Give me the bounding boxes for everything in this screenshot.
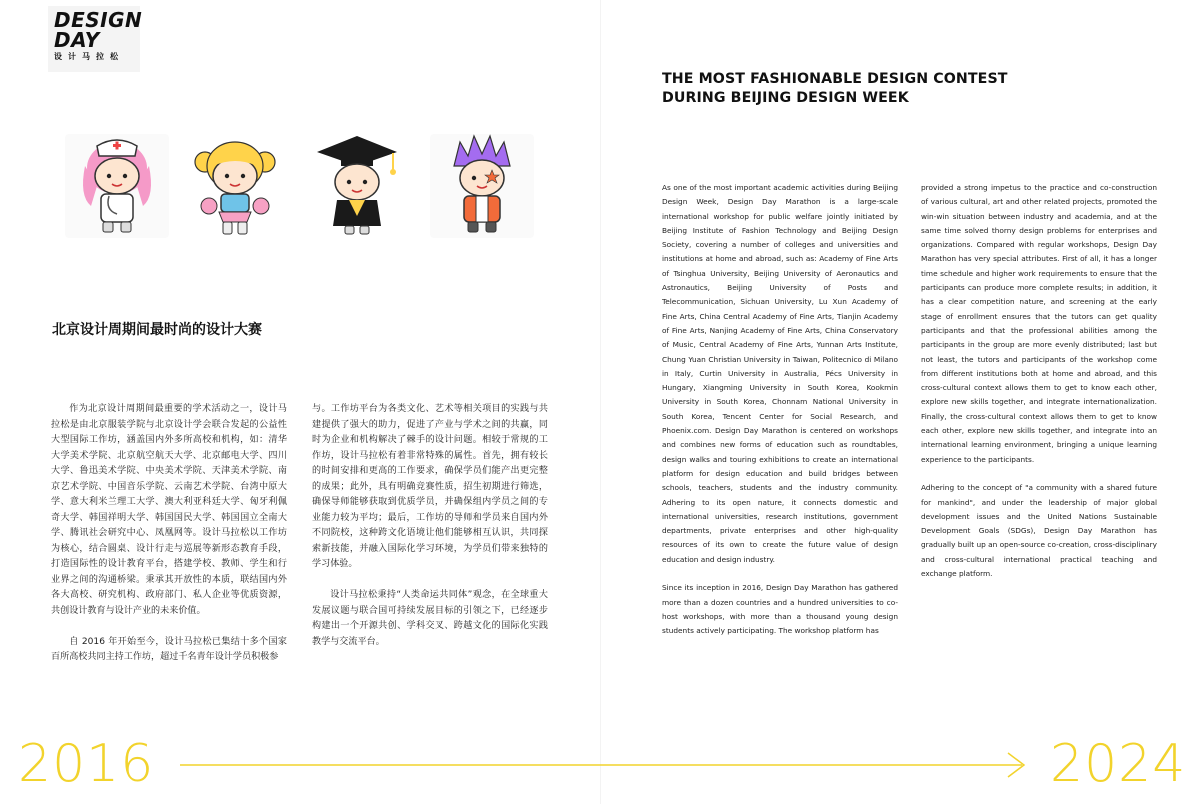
en-paragraph: Adhering to the concept of "a community with a shared future for mankind", and under the leadership of major global development issues and the United Nations Sustainable Development Goals (SDGs), Design Day Marathon has gradually built up an open-source co-creation, cross-disciplinary and cross-cultural international practical teaching and exchange platform.: [921, 483, 1157, 579]
en-paragraph: provided a strong impetus to the practice and co-construction of various cultural, art and other related projects, promoted the win-win situation between industry and academia, and at the same time solved thorny design problems for enterprises and organizations. Compared with regular workshops, Design Day Marathon has very special attributes. First of all, it has a longer time schedule and higher work requirements to ensure that the participants can produce more complete results; in addition, it has a clear competition nature, and screening at the early stage of enrollment ensures that the tutors can get quality participants and that the professional abilities among the participants in the group are more evenly distributed; last but not least, the tutors and participants of the workshop come from different institutions both at home and abroad, and this cross-cultural context allows them to get to know each other, explore new skills together, and integrate internationalization. Finally, the cross-cultural context allows them to get to know each other, explore new skills together, and integrate into an international learning environment, bringing a unique learning experience to the participants.: [921, 183, 1157, 464]
cn-paragraph: 自 2016 年开始至今，设计马拉松已集结十多个国家百所高校共同主持工作坊，超过千名青年设计学员积极参: [51, 636, 287, 662]
cn-column-2: [312, 402, 548, 666]
cn-column-1: [51, 402, 287, 681]
nurse-mascot-icon: [57, 126, 177, 246]
logo-line1: DESIGN: [54, 8, 143, 32]
cn-paragraph: 设计马拉松秉持“人类命运共同体”观念，在全球重大发展议题与联合国可持续发展目标的引领之下，已经逐步构建出一个开源共创、学科交叉、跨越文化的国际化实践教学与交流平台。: [312, 590, 548, 647]
page-divider: [600, 0, 601, 804]
en-column-1: [662, 181, 898, 653]
en-column-2: [921, 181, 1157, 596]
timeline-start-year: 2016: [18, 734, 155, 794]
cn-paragraph: 与。工作坊平台为各类文化、艺术等相关项目的实践与共建提供了强大的助力，促进了产业与学术之间的共赢，同时为企业和机构解决了棘手的设计问题。相较于常规的工作坊，设计马拉松有着非常特殊的属性。首先，拥有较长的时间安排和更高的工作要求，确保学员们能产出更完整的成果；此外，具有明确竞赛性质，招生初期进行筛选，确保导师能够获取到优质学员，并确保组内学员之间的专业能力较为平均；最后，工作坊的导师和学员来自国内外不同院校，这种跨文化语境让他们能够相互认识，共同探索新技能，并融入国际化学习环境，为学员们带来独特的学习体验。: [312, 404, 548, 569]
timeline-line: [0, 740, 1200, 800]
logo-line2: DAY: [54, 28, 100, 52]
cn-paragraph: 作为北京设计周期间最重要的学术活动之一，设计马拉松是由北京服装学院与北京设计学会联合发起的公益性大型国际工作坊，涵盖国内外多所高校和机构，如：清华大学美术学院、北京航空航天大学、北京邮电大学、四川大学、鲁迅美术学院、中央美术学院、天津美术学院、南京艺术学院、中国音乐学院、云南艺术学院、台湾中原大学、意大利米兰理工大学、澳大利亚科廷大学、匈牙利佩奇大学、韩国祥明大学、韩国国民大学、韩国国立全南大学、腾讯社会研究中心、凤凰网等。设计马拉松以工作坊为核心，结合圆桌、设计行走与巡展等新形态教育手段，打造国际性的设计教育平台，搭建学校、教师、学生和行业界之间的沟通桥梁。秉承其开放性的本质，联结国内外各大高校、研究机构、政府部门、私人企业等优质资源，共创设计教育与设计产业的未来价值。: [51, 404, 287, 616]
cheerleader-mascot-icon: [175, 126, 295, 246]
en-section-title: [662, 70, 1008, 108]
en-title-line2: DURING BEIJING DESIGN WEEK: [662, 90, 909, 106]
en-paragraph: Since its inception in 2016, Design Day Marathon has gathered more than a dozen countries and a hundred universities to co-host workshops, with more than a thousand young design students actively participating. The workshop platform has: [662, 583, 898, 636]
design-day-logo: [48, 6, 143, 72]
en-title-line1: THE MOST FASHIONABLE DESIGN CONTEST: [662, 71, 1008, 87]
logo-subtitle: 设计马拉松: [54, 52, 124, 61]
timeline-end-year: 2024: [1050, 734, 1187, 794]
punk-mascot-icon: [422, 126, 542, 246]
cn-section-title: 北京设计周期间最时尚的设计大赛: [52, 322, 262, 338]
en-paragraph: As one of the most important academic activities during Beijing Design Week, Design Day Marathon is a large-scale international workshop for public welfare jointly initiated by Beijing Institute of Fashion Technology and Beijing Design Society, covering a number of colleges and universities and institutions at home and abroad, such as: Academy of Fine Arts of Tsinghua University, Beijing University of Aeronautics and Astronautics, Beijing University of Posts and Telecommunication, Sichuan University, Lu Xun Academy of Fine Arts, China Central Academy of Fine Arts, Tianjin Academy of Fine Arts, Nanjing Academy of Fine Arts, China Conservatory of Music, Central Academy of Fine Arts, Yunnan Arts Institute, Chung Yuan Christian University in Taiwan, Politecnico di Milano in Italy, Curtin University in Australia, Pécs University in Hungary, Xiangming University in South Korea, Kookmin University in South Korea, Chonnam National University in South Korea, Tencent Center for Social Research, and Phoenix.com. Design Day Marathon is centered on workshops and combines new forms of education such as roundtables, design walks and touring exhibitions to create an international platform for design education and build bridges between schools, teachers, students and the industry community. Adhering to its open nature, it connects domestic and international universities, research institutions, government departments, private enterprises and other high-quality resources of its own to create the future value of design education and design industry.: [662, 183, 898, 564]
graduate-mascot-icon: [297, 126, 417, 246]
